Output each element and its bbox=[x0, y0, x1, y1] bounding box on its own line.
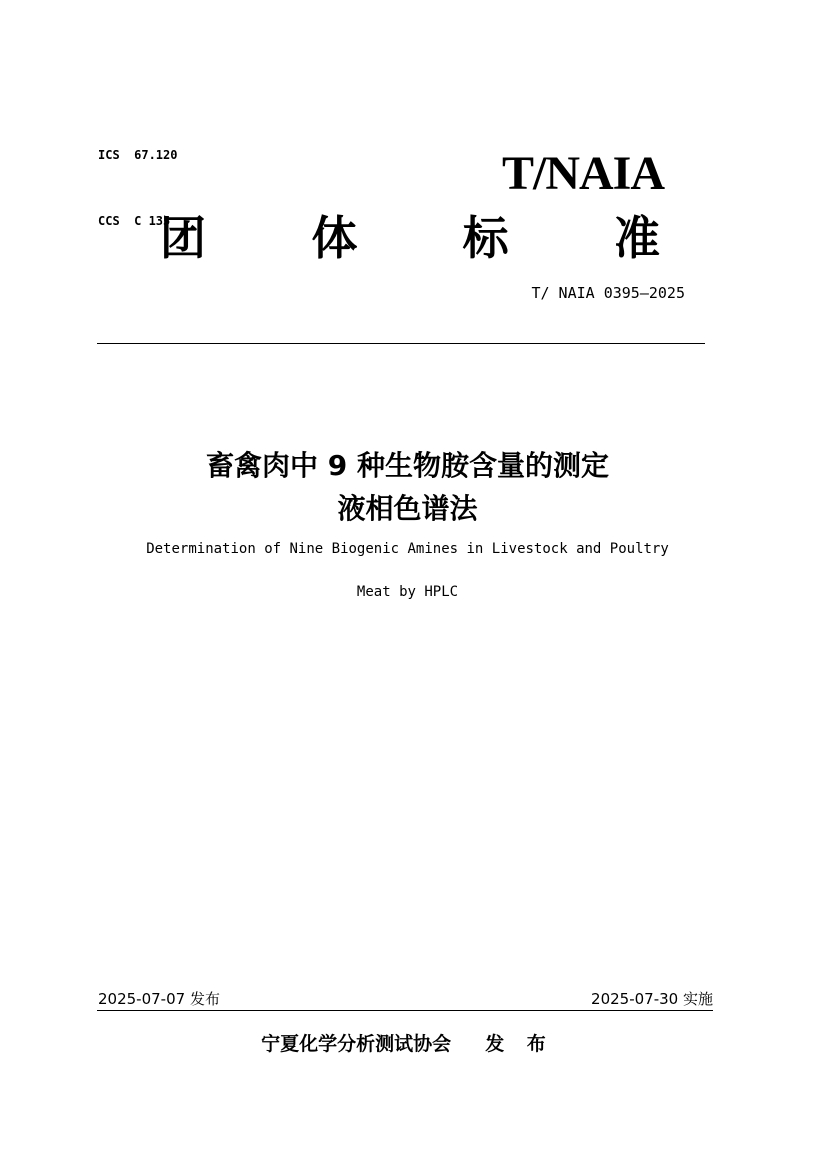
publish-date: 2025-07-07 发布 bbox=[98, 990, 220, 1008]
publisher-name: 宁夏化学分析测试协会 bbox=[261, 1033, 452, 1055]
standard-type-char: 体 bbox=[311, 211, 358, 265]
title-chinese-line-2: 液相色谱法 bbox=[337, 492, 478, 525]
title-chinese-line-1: 畜禽肉中 9 种生物胺含量的测定 bbox=[206, 449, 609, 482]
publish-action: 发 布 bbox=[485, 1033, 554, 1055]
title-english-line-1: Determination of Nine Biogenic Amines in Livestock and Poultry bbox=[146, 541, 669, 557]
standard-number: T/ NAIA 0395—2025 bbox=[531, 284, 685, 302]
standard-type-char: 准 bbox=[613, 211, 660, 265]
date-line bbox=[97, 988, 713, 1011]
ics-code: ICS 67.120 bbox=[98, 148, 178, 162]
header-divider bbox=[97, 343, 705, 344]
title-english-line-2: Meat by HPLC bbox=[356, 584, 459, 600]
standard-type-heading bbox=[160, 206, 660, 270]
standard-type-char: 标 bbox=[462, 211, 509, 265]
publisher-line bbox=[0, 1030, 815, 1058]
organization-code: T/NAIA bbox=[501, 147, 664, 200]
implementation-date: 2025-07-30 实施 bbox=[591, 990, 713, 1008]
ccs-code: CCS C 135 bbox=[98, 214, 171, 228]
standard-type-char: 团 bbox=[160, 211, 206, 265]
